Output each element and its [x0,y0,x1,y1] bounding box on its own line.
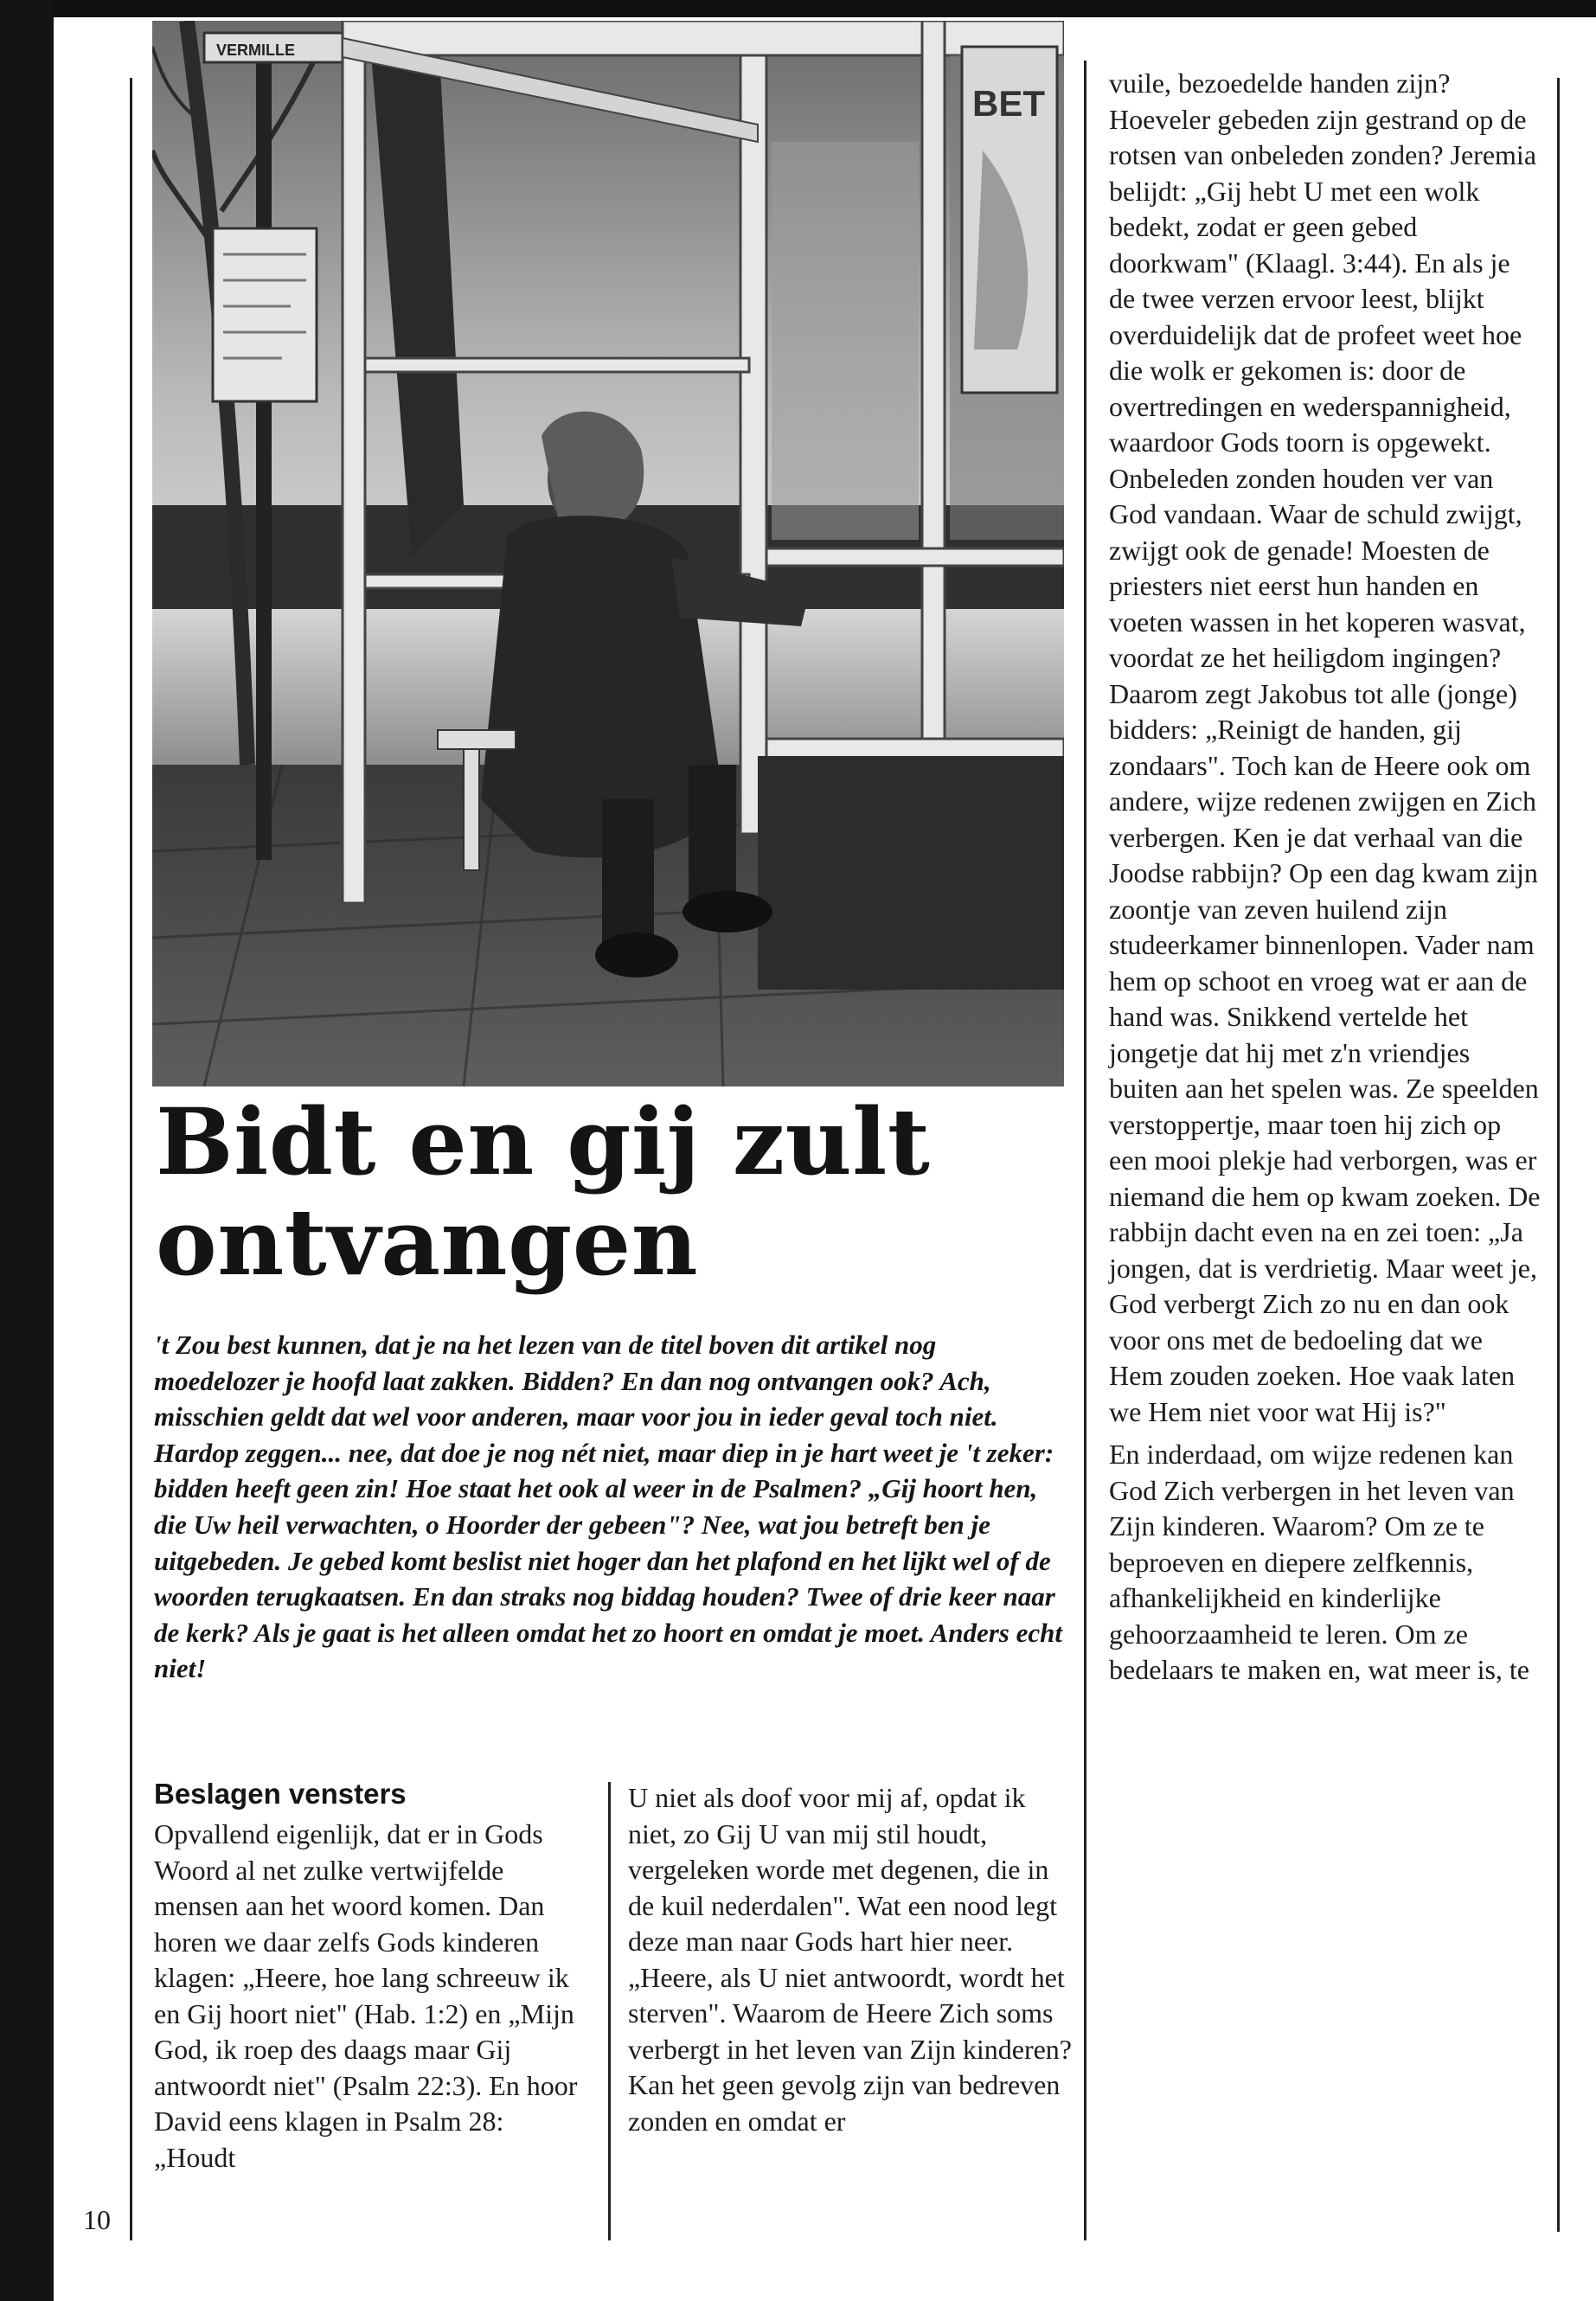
poster-text: BET [972,83,1045,124]
bus-shelter-photo [152,21,1064,1086]
page-number: 10 [83,2204,111,2235]
column-rule [130,78,132,2240]
column-3-paragraph: vuile, bezoedelde handen zijn? Hoeveler gebeden zijn gestrand op de rotsen van onbeleden zonden? Jeremia belijdt: „Gij hebt U met een wolk bedekt, zodat er geen gebed doorkwam" (Klaagl. 3:44). En als je de twee verzen ervoor leest, blijkt overduidelijk dat de profeet weet hoe die wolk er gekomen is: door de overtredingen en wederspannigheid, waardoor Gods toorn is opgewekt. Onbeleden zonden houden ver van God vandaan. Waar de schuld zwijgt, zwijgt ook de genade! Moesten de priesters niet eerst hun handen en voeten wassen in het koperen wasvat, voordat ze het heiligdom ingingen? Daarom zegt Jakobus tot alle (jonge) bidders: „Reinigt de handen, gij zondaars". Toch kan de Heere ook om andere, wijze redenen zwijgen en Zich verbergen. Ken je dat verhaal van die Joodse rabbijn? Op een dag kwam zijn zoontje van zeven huilend zijn studeerkamer binnenlopen. Vader nam hem op schoot en vroeg wat er aan de hand was. Snikkend vertelde het jongetje dat hij met z'n vriendjes buiten aan het spelen was. Ze speelden verstoppertje, maar toen hij zich op een mooi plekje had verborgen, was er niemand die hem op kwam zoeken. De rabbijn dacht even na en zei toen: „Ja jongen, dat is verdrietig. Maar weet je, God verbergt Zich zo nu en dan ook voor ons met de bedoeling dat we Hem zouden zoeken. Hoe vaak laten we Hem niet voor wat Hij is?" [1109,67,1541,1427]
column-3-paragraph: En inderdaad, om wijze redenen kan God Zich verbergen in het leven van Zijn kinderen. Waarom? Om ze te beproeven en diepere zelfkennis, afhankelijkheid en kinderlijke gehoorzaamheid te leren. Om ze bedelaars te maken en, wat meer is, te [1109,1439,1529,1685]
body-column-1: Opvallend eigenlijk, dat er in Gods Woord al net zulke vertwijfelde mensen aan het woord komen. Dan horen we daar zelfs Gods kinderen klagen: „Heere, hoe lang schreeuw ik en Gij hoort niet" (Hab. 1:2) en „Mijn God, ik roep des daags maar Gij antwoordt niet" (Psalm 22:3). En hoor David eens klagen in Psalm 28: „Houdt [154,1818,578,2173]
body-column-3 [1109,66,1542,1695]
column-rule [1557,78,1560,2232]
body-column-2: U niet als doof voor mij af, opdat ik niet, zo Gij U van mij stil houdt, vergeleken worde met degenen, die in de kuil nederdalen". Wat een nood legt deze man naar Gods hart hier neer. „Heere, als U niet antwoordt, wordt het sterven". Waarom de Heere Zich soms verbergt in het leven van Zijn kinderen? Kan het geen gevolg zijn van bedreven zonden en omdat er [628,1782,1072,2137]
column-rule [1084,61,1086,2240]
article-intro: 't Zou best kunnen, dat je na het lezen van de titel boven dit artikel nog moedelozer je hoofd laat zakken. Bidden? En dan nog ontvangen ook? Ach, misschien geldt dat wel voor anderen, maar voor jou in ieder geval toch niet. Hardop zeggen... nee, dat doe je nog nét niet, maar diep in je hart weet je 't zeker: bidden heeft geen zin! Hoe staat het ook al weer in de Psalmen? „Gij hoort hen, die Uw heil verwachten, o Hoorder der gebeen"? Nee, wat jou betreft ben je uitgebeden. Je gebed komt beslist niet hoger dan het plafond en het lijkt wel of de woorden terugkaatsen. En dan straks nog biddag houden? Twee of drie keer naar de kerk? Als je gaat is het alleen omdat het zo hoort en omdat je moet. Anders echt niet! [154,1330,1062,1684]
scan-border-left [0,0,54,2301]
article-title: Bidt en gij zult ontvangen [156,1087,931,1296]
scan-border-top [0,0,1596,17]
section-heading: Beslagen vensters [154,1778,407,1810]
column-rule [608,1782,611,2240]
sign-text: VERMILLE [216,42,296,59]
